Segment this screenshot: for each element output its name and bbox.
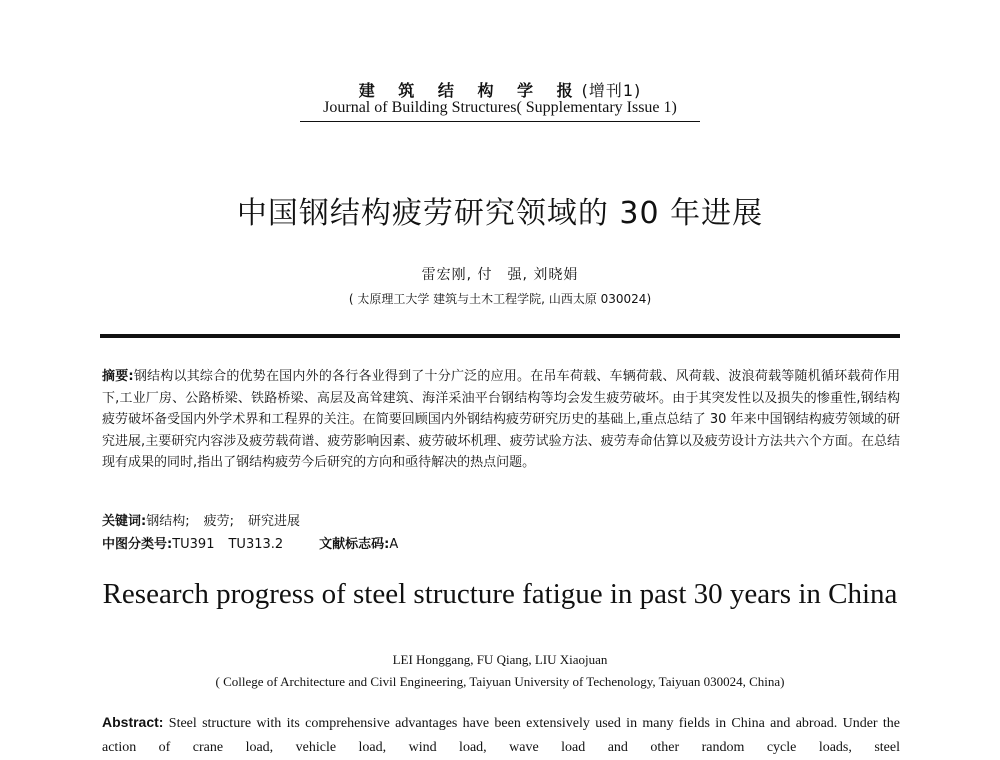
abstract-cn-label: 摘要:: [102, 369, 134, 384]
paper-title-cn: 中国钢结构疲劳研究领域的 30 年进展: [236, 196, 764, 231]
abstract-cn: [102, 366, 900, 474]
doc-code-label: 文献标志码:: [319, 537, 390, 552]
authors-en: LEI Honggang, FU Qiang, LIU Xiaojuan: [392, 652, 608, 667]
keyword-item: 研究进展: [247, 514, 300, 529]
abstract-en: [102, 710, 900, 760]
affiliation-en: ( College of Architecture and Civil Engineering, Taiyuan University of Techenology, Taiyuan 030024, China): [215, 674, 785, 689]
header-divider: [300, 121, 700, 122]
keywords-cn: [102, 510, 900, 529]
journal-name-cn-text: 建 筑 结 构 学 报: [358, 81, 582, 100]
section-divider: [100, 334, 900, 338]
keywords-label: 关键词:: [102, 514, 147, 529]
clc-code: TU313.2: [228, 537, 284, 552]
abstract-en-label: Abstract:: [102, 714, 164, 730]
paper-title-en: Research progress of steel structure fatigue in past 30 years in China: [102, 578, 898, 610]
abstract-cn-text: 钢结构以其综合的优势在国内外的各行各业得到了十分广泛的应用。在吊车荷载、车辆荷载、风荷载、波浪荷载等随机循环载荷作用下,工业厂房、公路桥梁、铁路桥梁、高层及高耸建筑、海洋采油平台钢结构等均会发生疲劳破坏。由于其突发性以及损失的惨重性,钢结构疲劳破坏备受国内外学术界和工程界的关注。在简要回顾国内外钢结构疲劳研究历史的基础上,重点总结了 30 年来中国钢结构疲劳领域的研究进展,主要研究内容涉及疲劳载荷谱、疲劳影响因素、疲劳破坏机理、疲劳试验方法、疲劳寿命估算以及疲劳设计方法共六个方面。在总结现有成果的同时,指出了钢结构疲劳今后研究的方向和亟待解决的热点问题。: [102, 369, 900, 470]
journal-issue-cn: (增刊1): [581, 81, 642, 100]
abstract-en-text: Steel structure with its comprehensive advantages have been extensively used in many fields in China and abroad. Under the action of crane load, vehicle load, wind load, wave load and other random cycle loads, steel: [102, 716, 900, 755]
journal-name-cn: [0, 78, 1000, 101]
authors-cn: 雷宏刚, 付 强, 刘晓娟: [421, 267, 579, 283]
clc-code: TU391: [172, 537, 215, 552]
affiliation-cn: ( 太原理工大学 建筑与土木工程学院, 山西太原 030024): [348, 292, 652, 306]
keyword-item: 疲劳;: [203, 514, 234, 529]
keyword-item: 钢结构;: [146, 514, 190, 529]
journal-name-en: Journal of Building Structures( Supplementary Issue 1): [323, 99, 677, 116]
classification-line: [102, 533, 900, 552]
doc-code: A: [389, 537, 399, 552]
clc-label: 中图分类号:: [102, 537, 173, 552]
